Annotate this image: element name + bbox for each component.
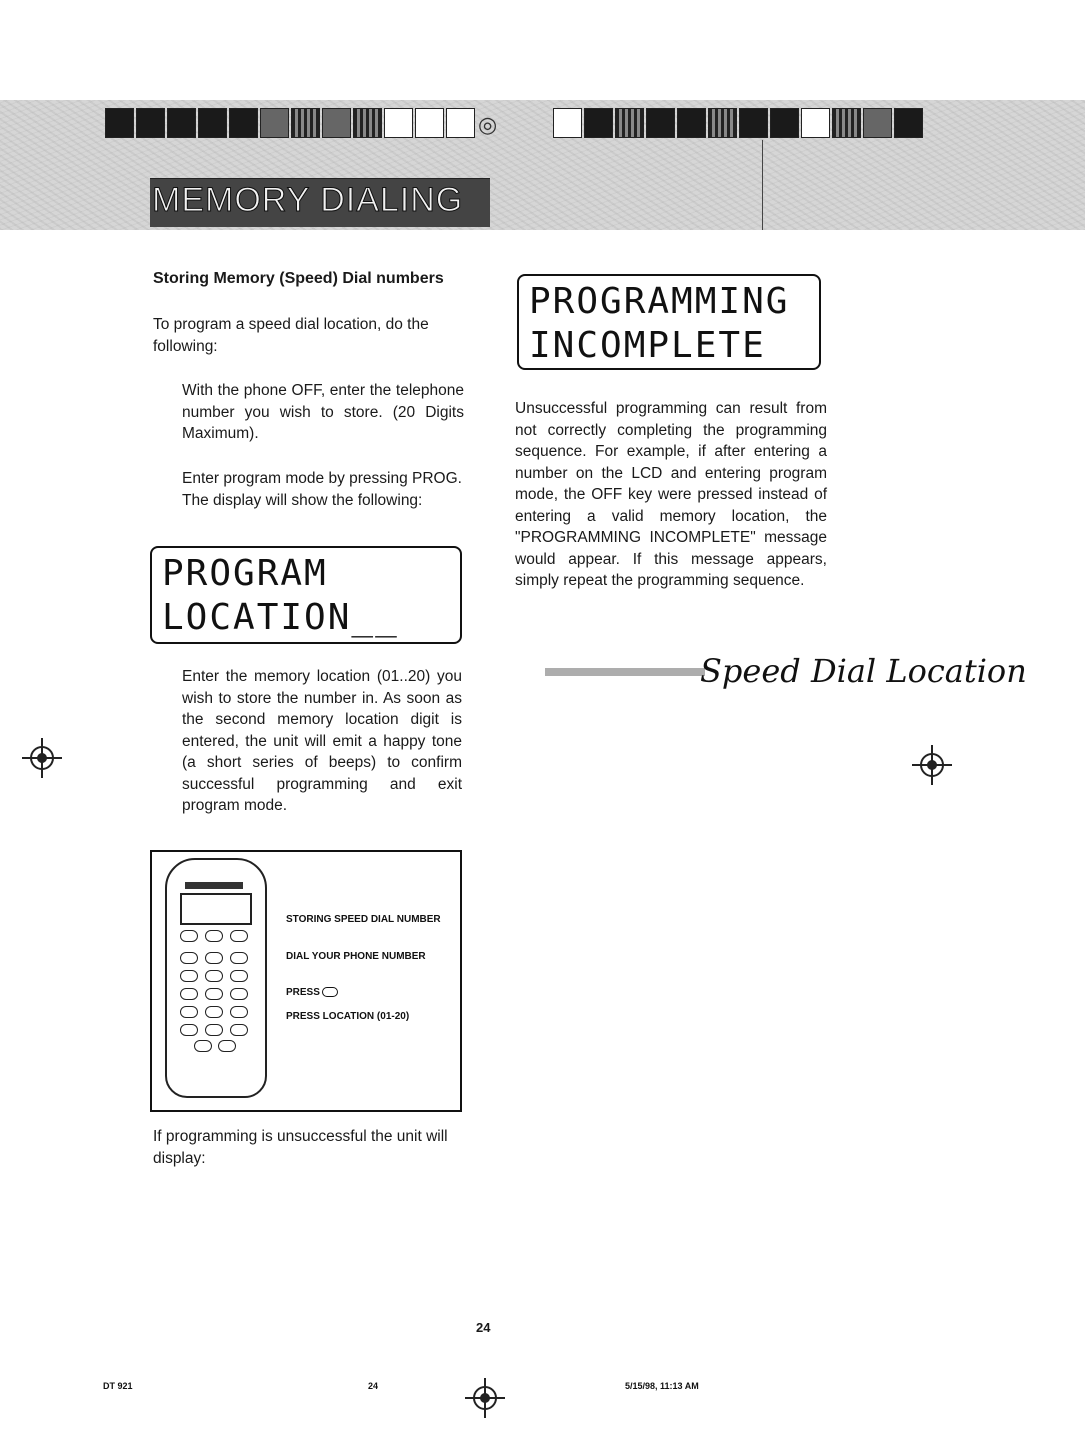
- color-bar-left: [105, 108, 477, 138]
- section-heading: Storing Memory (Speed) Dial numbers: [153, 270, 444, 287]
- lcd-line-1: PROGRAM: [162, 553, 328, 594]
- registration-mark-bottom: [473, 1386, 497, 1410]
- prog-key-icon: [322, 987, 338, 997]
- lcd-program-location: [150, 546, 462, 644]
- intro-text: To program a speed dial location, do the following:: [153, 316, 429, 355]
- registration-mark-right: [920, 753, 944, 777]
- phone-brand-strip: [185, 882, 243, 889]
- header-divider: [762, 140, 763, 230]
- registration-icon: ◎: [478, 112, 498, 137]
- footer-left: DT 921: [103, 1381, 133, 1391]
- page-title: MEMORY DIALING: [152, 181, 464, 219]
- outro-text: If programming is unsuccessful the unit will display:: [153, 1128, 448, 1167]
- color-bar-right: [553, 108, 925, 138]
- lcd-line-2: INCOMPLETE: [529, 325, 766, 366]
- unsuccessful-paragraph: Unsuccessful programming can result from not correctly completing the programming sequence. For example, if after entering a number on the LCD and entering program mode, the OFF key were pressed instead of entering a valid memory location, the "PROGRAMMING INCOMPLETE" message would appear. If this message appears, simply repeat the programming sequence.: [515, 400, 827, 589]
- lcd-programming-incomplete: [517, 274, 821, 370]
- step-2-text: Enter program mode by pressing PROG. The display will show the following:: [182, 470, 462, 509]
- lcd-line-2: LOCATION__: [162, 597, 399, 638]
- figure-label-press: [286, 987, 446, 999]
- figure-label-location: PRESS LOCATION (01-20): [286, 1011, 410, 1022]
- phone-screen: [180, 893, 252, 925]
- page-number: 24: [476, 1320, 491, 1335]
- figure-label-storing: STORING SPEED DIAL NUMBER: [286, 914, 441, 925]
- footer-center: 24: [368, 1381, 379, 1391]
- figure-label-dial: DIAL YOUR PHONE NUMBER: [286, 951, 426, 962]
- footer-right: 5/15/98, 11:13 AM: [625, 1381, 699, 1391]
- lcd-line-1: PROGRAMMING: [529, 281, 790, 322]
- step-1-text: With the phone OFF, enter the telephone number you wish to store. (20 Digits Maximum).: [182, 382, 464, 442]
- registration-mark-left: [30, 746, 54, 770]
- step-3-text: Enter the memory location (01..20) you wish to store the number in. As soon as the second memory location digit is entered, the unit will emit a happy tone (a short series of beeps) to confirm successful programming and exit program mode.: [182, 668, 462, 814]
- handwritten-annotation: [545, 640, 1040, 700]
- press-label-text: PRESS: [286, 987, 320, 998]
- handwritten-note: Speed Dial Location: [700, 652, 1027, 690]
